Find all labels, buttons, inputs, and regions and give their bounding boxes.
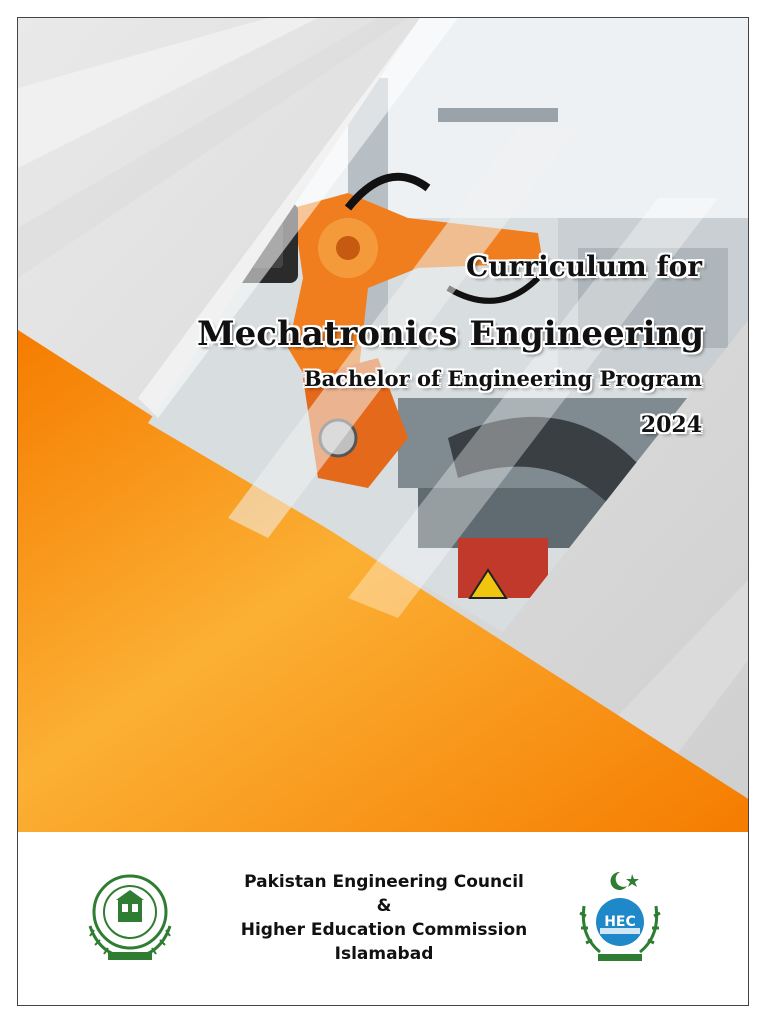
subtitle-program: Bachelor of Engineering Program — [303, 366, 702, 391]
ampersand: & — [376, 896, 392, 916]
hec-logo-icon — [570, 866, 670, 966]
org-pec: Pakistan Engineering Council — [244, 872, 524, 892]
footer-band — [18, 832, 749, 1006]
svg-text:HEC: HEC — [604, 914, 636, 930]
cover-title-block — [18, 18, 749, 832]
year-label: 2024 — [640, 412, 702, 438]
cover-page — [17, 17, 749, 1006]
title-mechatronics-engineering: Mechatronics Engineering — [197, 314, 704, 354]
org-hec: Higher Education Commission — [240, 920, 528, 940]
city: Islamabad — [334, 944, 434, 964]
title-curriculum-for: Curriculum for — [465, 250, 702, 283]
